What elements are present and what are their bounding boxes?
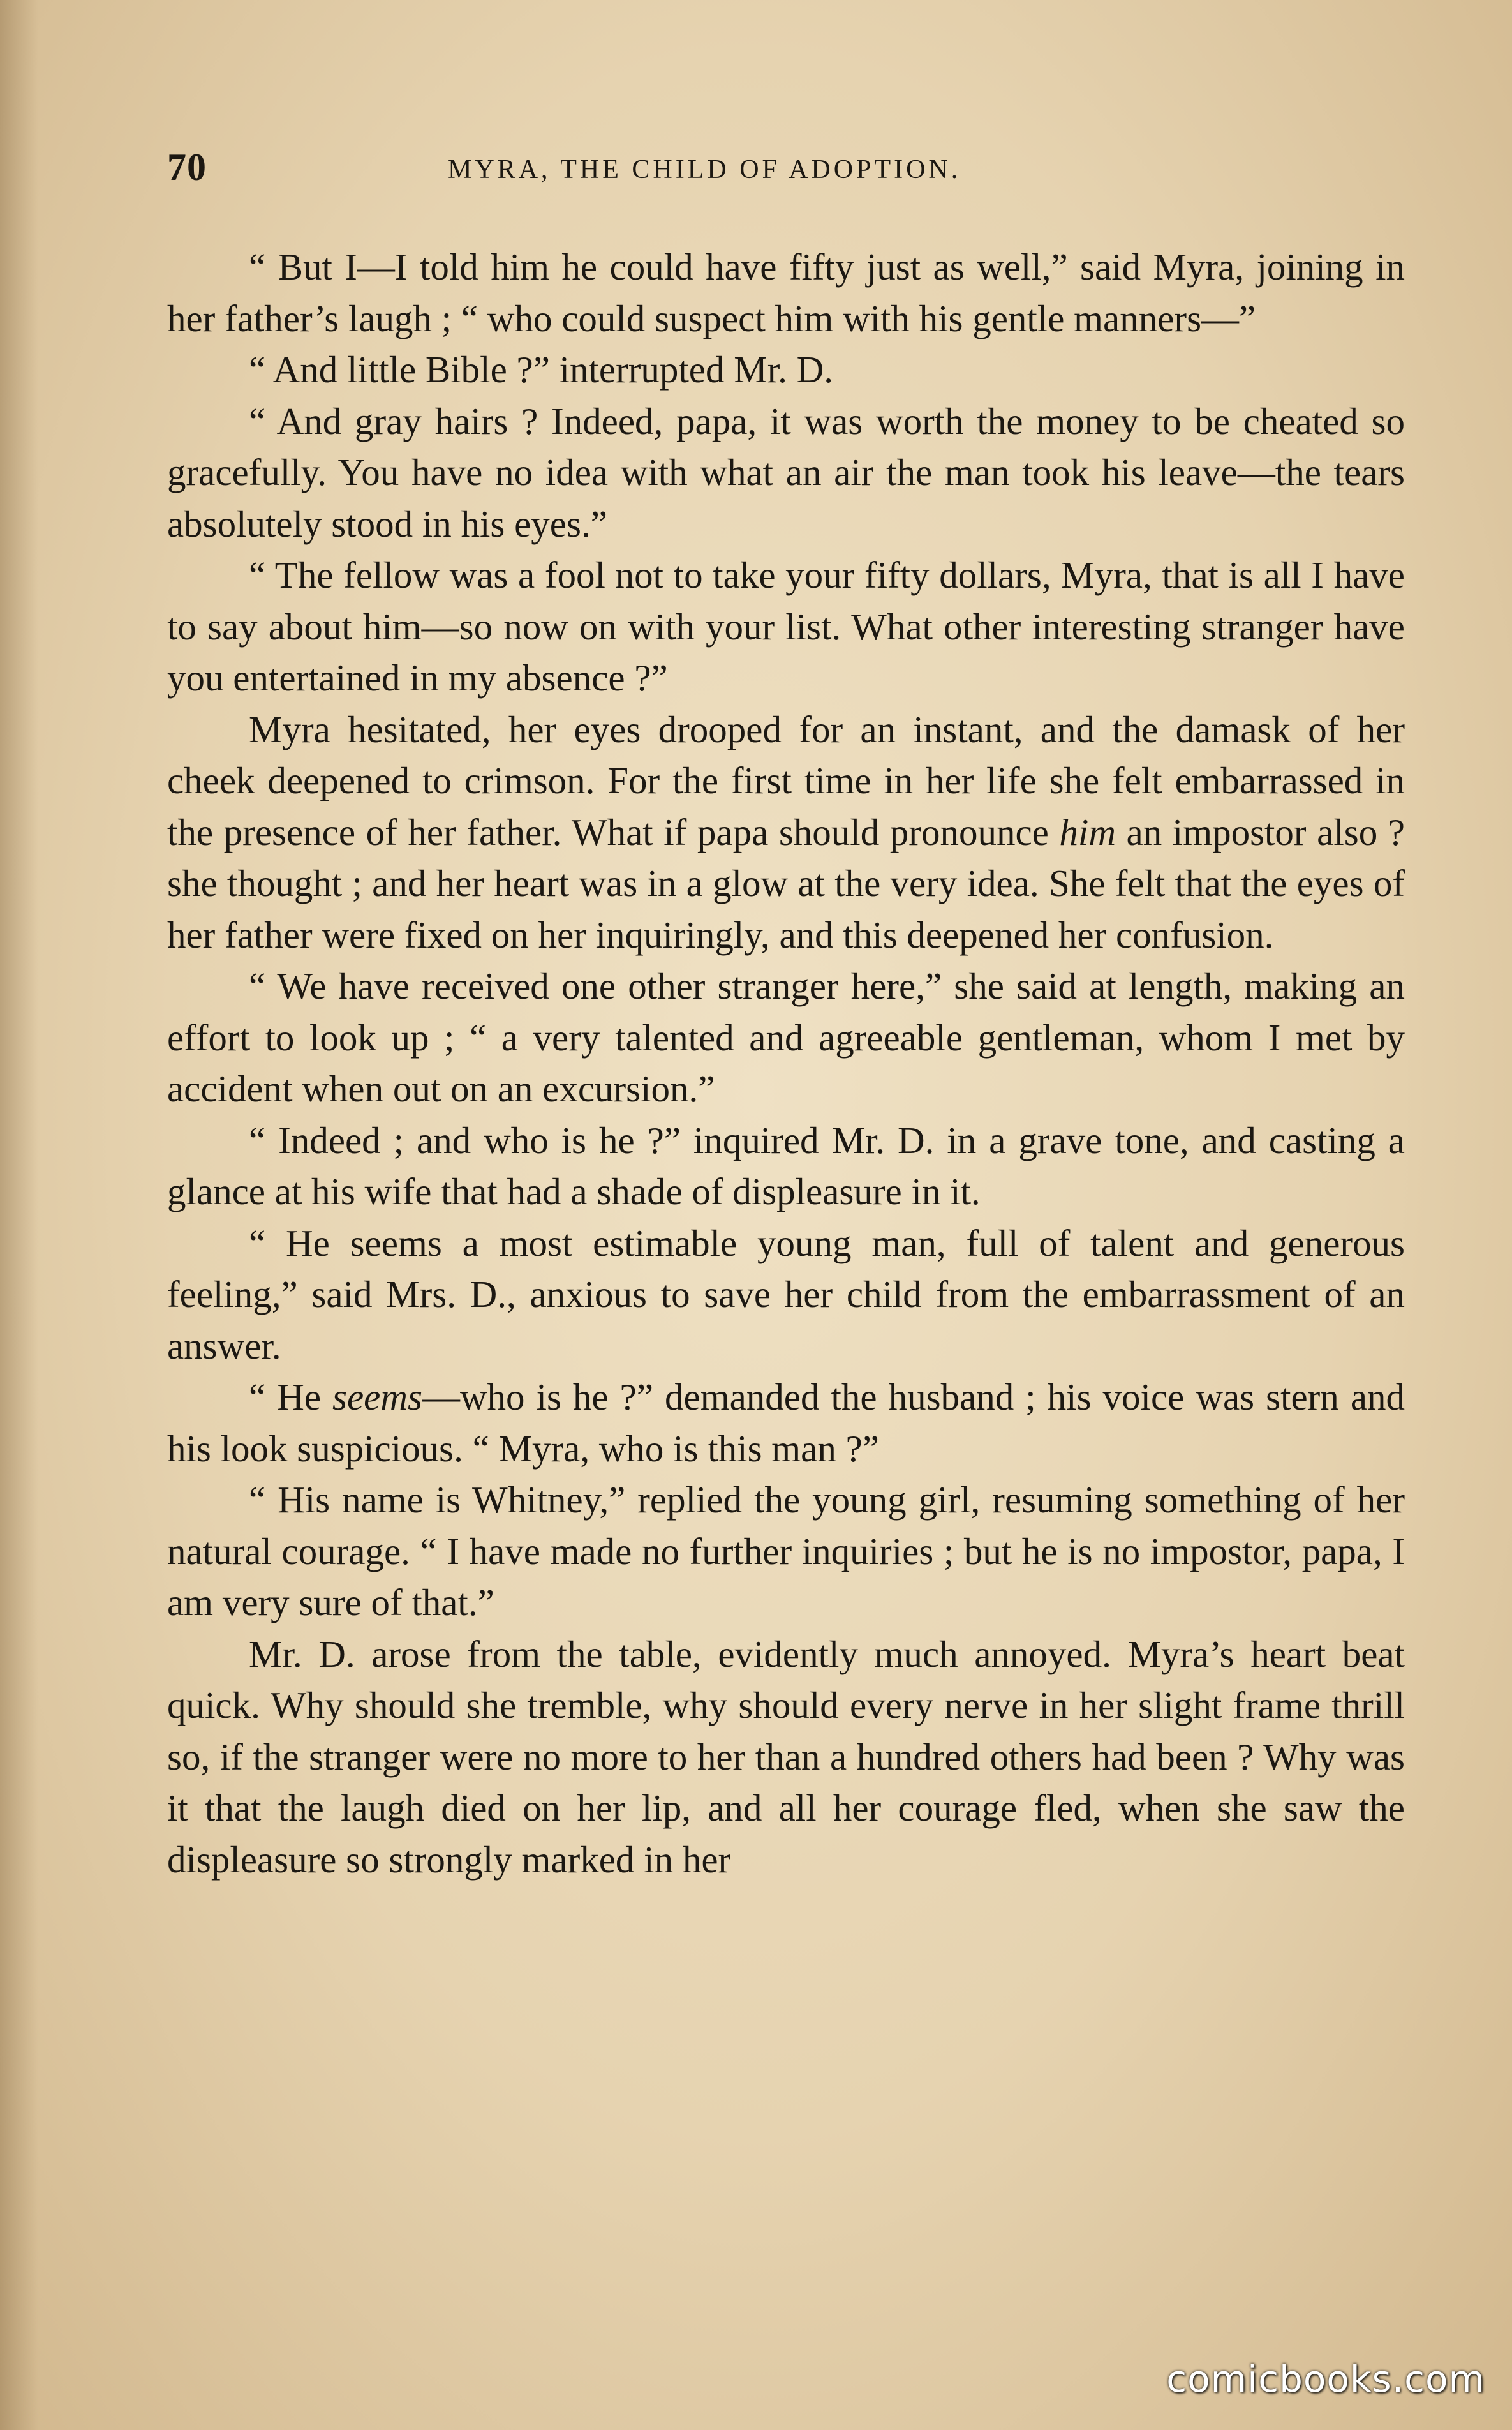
- paragraph: “ We have received one other stranger here,” she said at length, making an effort to look up ; “ a very talented and agreeable gentleman, whom I met by accident when out on an excursion.”: [167, 965, 1405, 1110]
- paragraph: “ He seems a most estimable young man, full of talent and generous feeling,” said Mrs. D., anxious to save her child from the embarrassment of an answer.: [167, 1221, 1405, 1367]
- paragraph: Mr. D. arose from the table, evidently much annoyed. Myra’s heart beat quick. Why should she tremble, why should every nerve in her slight frame thrill so, if the stranger were no more to her than a hundred others had been ? Why was it that the laugh died on her lip, and all her courage fled, when she saw the displeasure so strongly marked in her: [167, 1632, 1405, 1881]
- body-text: [167, 241, 1405, 1885]
- paragraph: “ And gray hairs ? Indeed, papa, it was worth the money to be cheated so gracefully. You have no idea with what an air the man took his leave—the tears absolutely stood in his eyes.”: [167, 399, 1405, 545]
- page-edge-shadow: [0, 0, 38, 2430]
- paragraph: “ And little Bible ?” interrupted Mr. D.: [249, 348, 833, 391]
- paragraph-text: an impostor also ? she thought ; and her heart was in a glow at the very idea. She felt that the eyes of her father were fixed on her inquiringly, and this deepened her confusion.: [167, 810, 1405, 956]
- paragraph: [167, 1371, 1405, 1474]
- watermark: comicbooks.com: [1166, 2357, 1485, 2401]
- running-head: MYRA, THE CHILD OF ADOPTION.: [448, 155, 961, 184]
- paragraph: [167, 704, 1405, 961]
- paragraph: “ His name is Whitney,” replied the young girl, resuming something of her natural courage. “ I have made no further inquiries ; but he is no impostor, papa, I am very sure of that.”: [167, 1479, 1405, 1623]
- paragraph: “ The fellow was a fool not to take your fifty dollars, Myra, that is all I have to say about him—so now on with your list. What other interesting stranger have you entertained in my absence ?”: [167, 554, 1405, 699]
- emphasis: him: [1059, 810, 1116, 853]
- emphasis: seems: [332, 1376, 422, 1418]
- paragraph-text: Myra hesitated, her eyes drooped for an instant, and the damask of her cheek deepened to crimson. For the first time in her life she felt embarrassed in the presence of her father. What if papa should pronounce: [167, 708, 1405, 853]
- paragraph: “ Indeed ; and who is he ?” inquired Mr. D. in a grave tone, and casting a glance at his wife that had a shade of displeasure in it.: [167, 1119, 1405, 1212]
- paragraph-text: —who is he ?” demanded the husband ; his voice was stern and his look suspicious. “ Myra, who is this man ?”: [167, 1376, 1405, 1470]
- paragraph: “ But I—I told him he could have fifty just as well,” said Myra, joining in her father’s laugh ; “ who could suspect him with his gentle manners—”: [167, 246, 1405, 339]
- page-number: 70: [167, 146, 207, 188]
- paragraph-text: “ He: [249, 1376, 333, 1418]
- page-header: [167, 145, 1373, 197]
